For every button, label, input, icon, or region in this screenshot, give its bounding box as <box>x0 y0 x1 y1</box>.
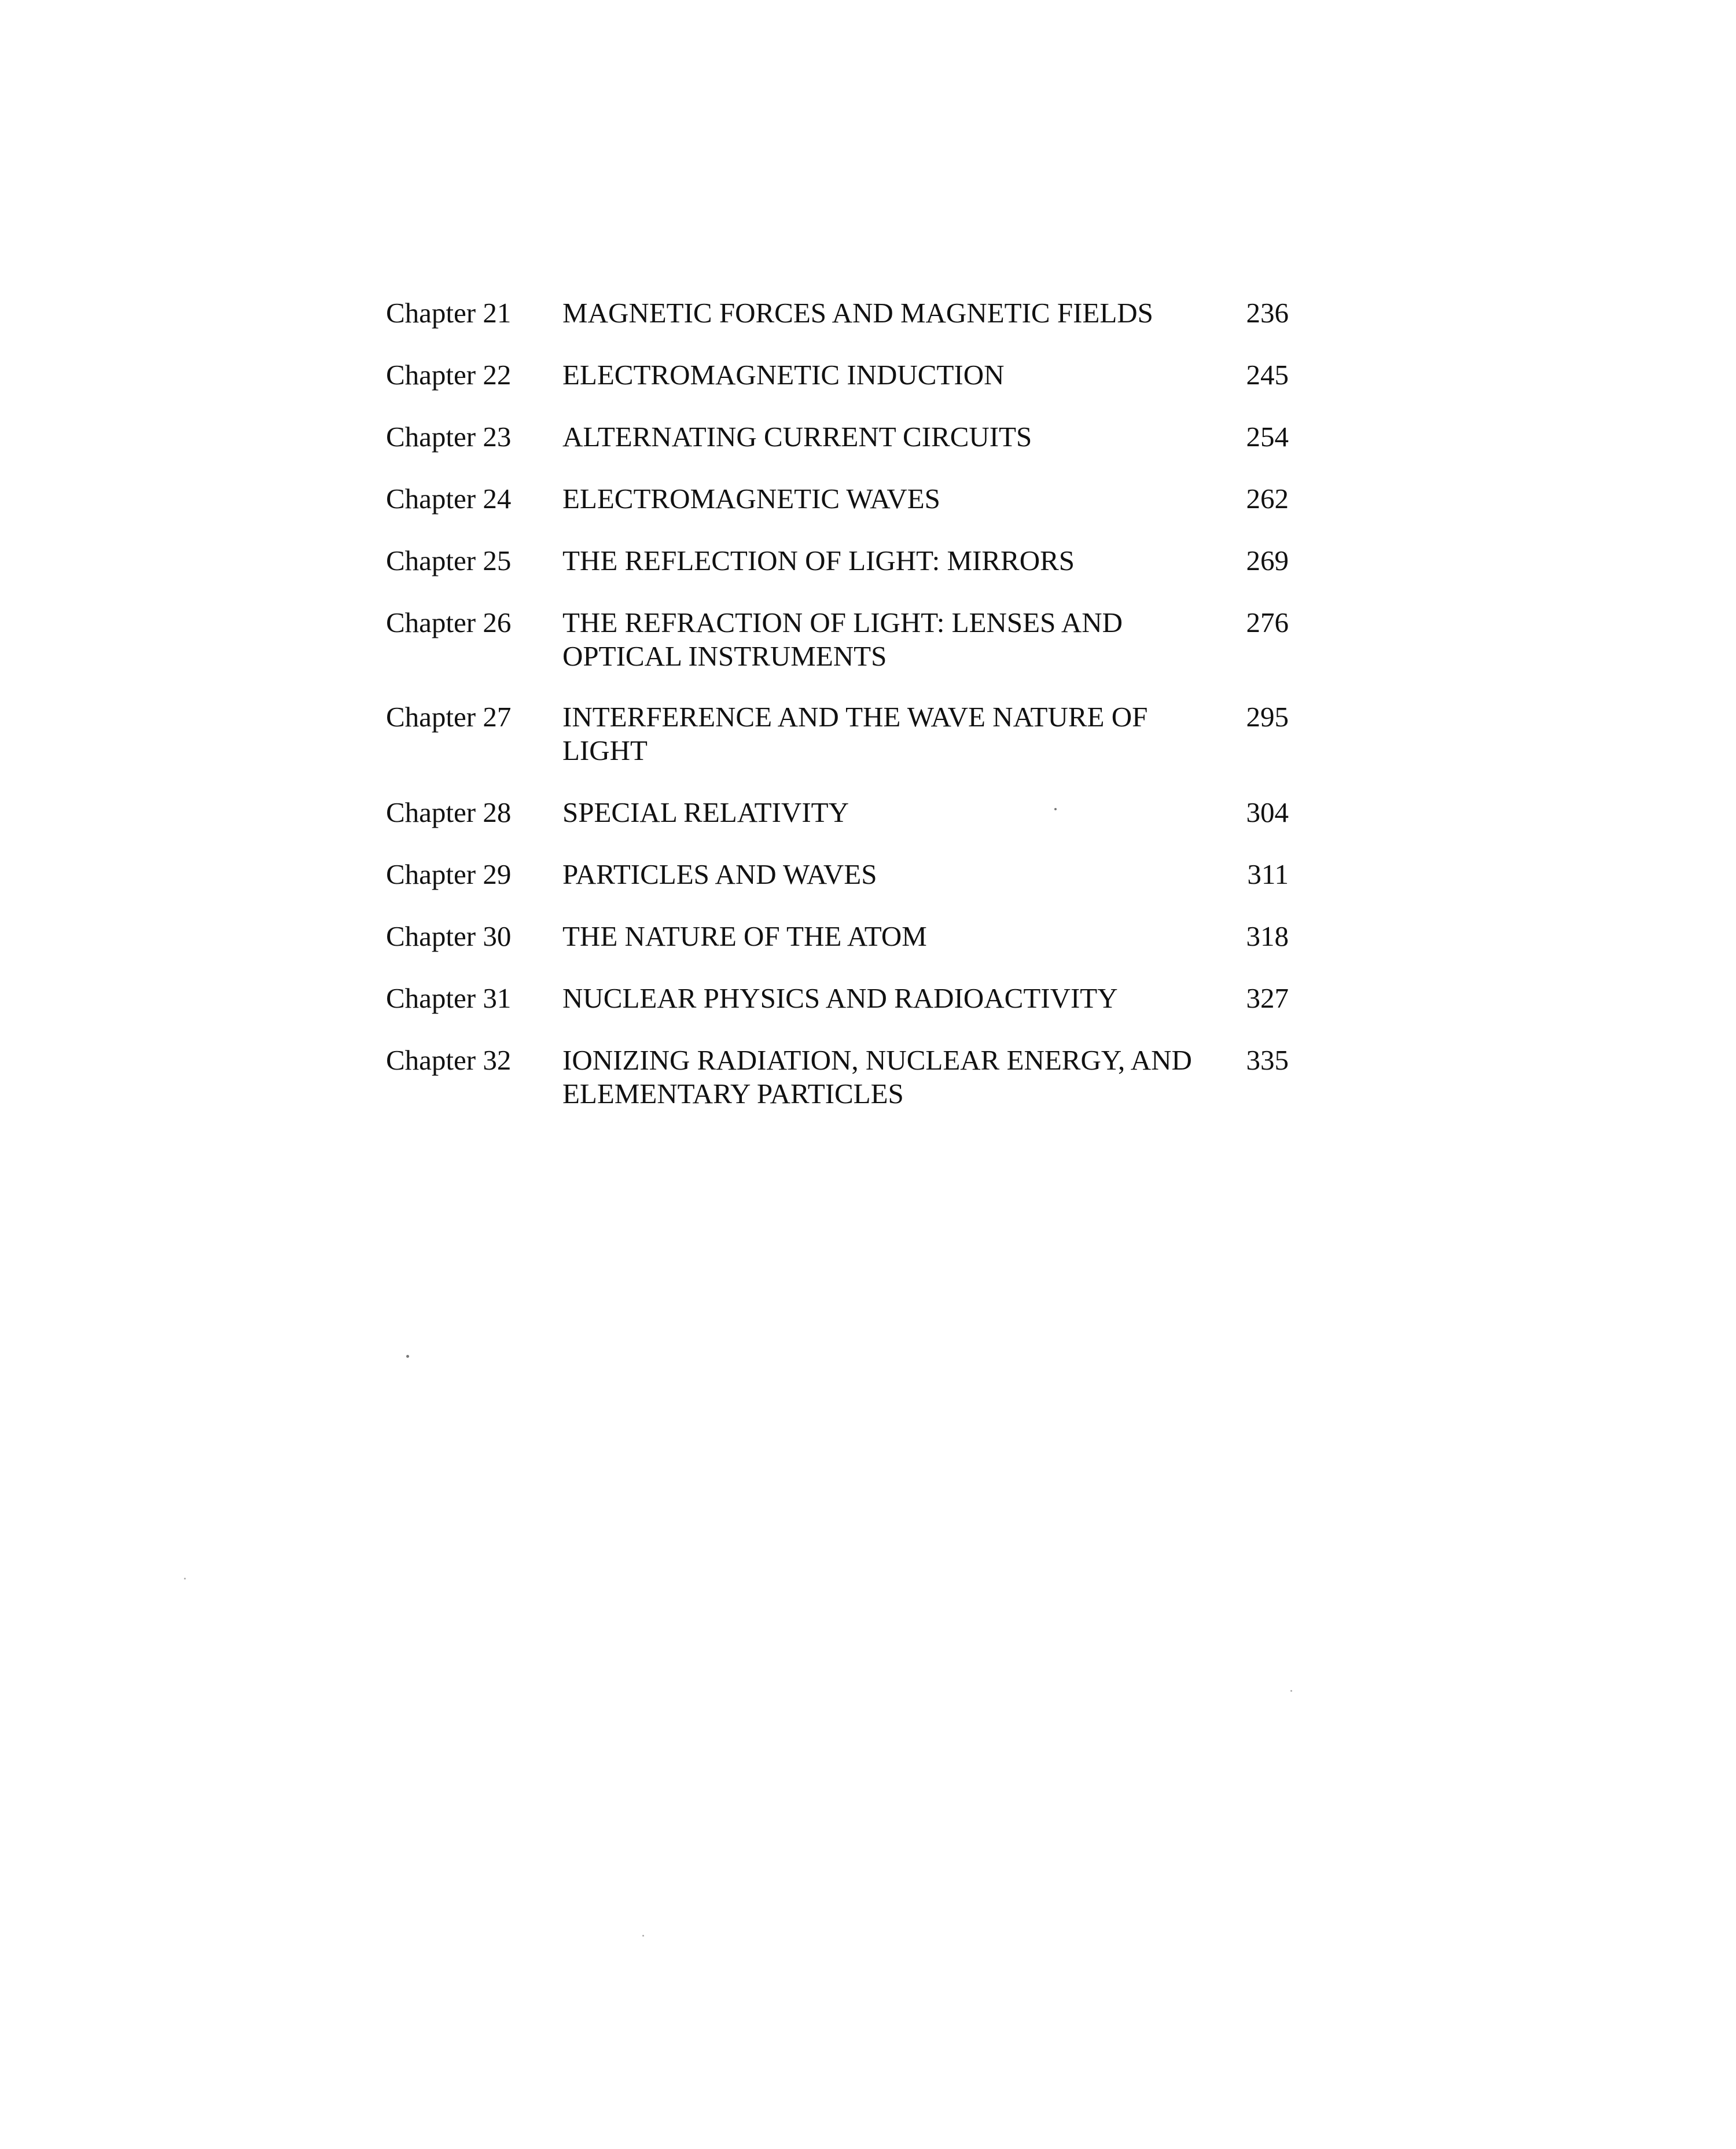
page-number: 262 <box>1246 483 1289 515</box>
chapter-number: Chapter 32 <box>386 1044 512 1076</box>
table-of-contents <box>386 0 1289 2149</box>
toc-entry-26 <box>386 606 1289 673</box>
chapter-number: Chapter 22 <box>386 359 512 391</box>
scan-speck <box>642 1935 644 1937</box>
page-number: 304 <box>1246 796 1289 828</box>
chapter-title: ELECTROMAGNETIC WAVES <box>562 483 940 515</box>
chapter-number: Chapter 28 <box>386 796 512 828</box>
toc-entry-22 <box>386 358 1289 392</box>
chapter-title: IONIZING RADIATION, NUCLEAR ENERGY, AND ELEMENTARY PARTICLES <box>562 1044 1192 1110</box>
page-number: 311 <box>1247 858 1289 890</box>
scan-speck <box>406 1355 409 1358</box>
chapter-title: NUCLEAR PHYSICS AND RADIOACTIVITY <box>562 982 1118 1014</box>
toc-entry-32 <box>386 1044 1289 1111</box>
chapter-number: Chapter 27 <box>386 701 512 733</box>
chapter-title: ELECTROMAGNETIC INDUCTION <box>562 359 1005 391</box>
chapter-title: THE REFRACTION OF LIGHT: LENSES AND OPTICAL INSTRUMENTS <box>562 607 1123 672</box>
chapter-number: Chapter 31 <box>386 982 512 1014</box>
chapter-number: Chapter 25 <box>386 545 512 576</box>
page-number: 236 <box>1246 297 1289 329</box>
chapter-number: Chapter 21 <box>386 297 512 329</box>
chapter-title: ALTERNATING CURRENT CIRCUITS <box>562 421 1032 453</box>
page-number: 245 <box>1246 359 1289 391</box>
toc-entry-21 <box>386 296 1289 330</box>
scan-speck <box>1054 808 1057 810</box>
toc-entry-28 <box>386 796 1289 829</box>
chapter-title: THE NATURE OF THE ATOM <box>562 920 927 952</box>
page-number: 295 <box>1246 701 1289 733</box>
page-number: 269 <box>1246 545 1289 576</box>
toc-entry-27 <box>386 700 1289 767</box>
chapter-title: MAGNETIC FORCES AND MAGNETIC FIELDS <box>562 297 1153 329</box>
chapter-number: Chapter 23 <box>386 421 512 453</box>
page-number: 254 <box>1246 421 1289 453</box>
toc-entry-25 <box>386 544 1289 578</box>
toc-entry-30 <box>386 920 1289 953</box>
page-number: 318 <box>1246 920 1289 952</box>
chapter-title: PARTICLES AND WAVES <box>562 858 877 890</box>
chapter-number: Chapter 30 <box>386 920 512 952</box>
chapter-title: THE REFLECTION OF LIGHT: MIRRORS <box>562 545 1075 576</box>
chapter-number: Chapter 24 <box>386 483 512 515</box>
page-number: 327 <box>1246 982 1289 1014</box>
chapter-title: SPECIAL RELATIVITY <box>562 796 849 828</box>
toc-entry-29 <box>386 858 1289 891</box>
page-number: 276 <box>1246 607 1289 638</box>
toc-entry-24 <box>386 482 1289 516</box>
page-number: 335 <box>1246 1044 1289 1076</box>
chapter-number: Chapter 29 <box>386 858 512 890</box>
chapter-title: INTERFERENCE AND THE WAVE NATURE OF LIGHT <box>562 701 1148 766</box>
scan-speck <box>1290 1690 1292 1692</box>
scan-speck <box>184 1578 186 1579</box>
chapter-number: Chapter 26 <box>386 607 512 638</box>
toc-entry-31 <box>386 982 1289 1015</box>
toc-entry-23 <box>386 420 1289 454</box>
